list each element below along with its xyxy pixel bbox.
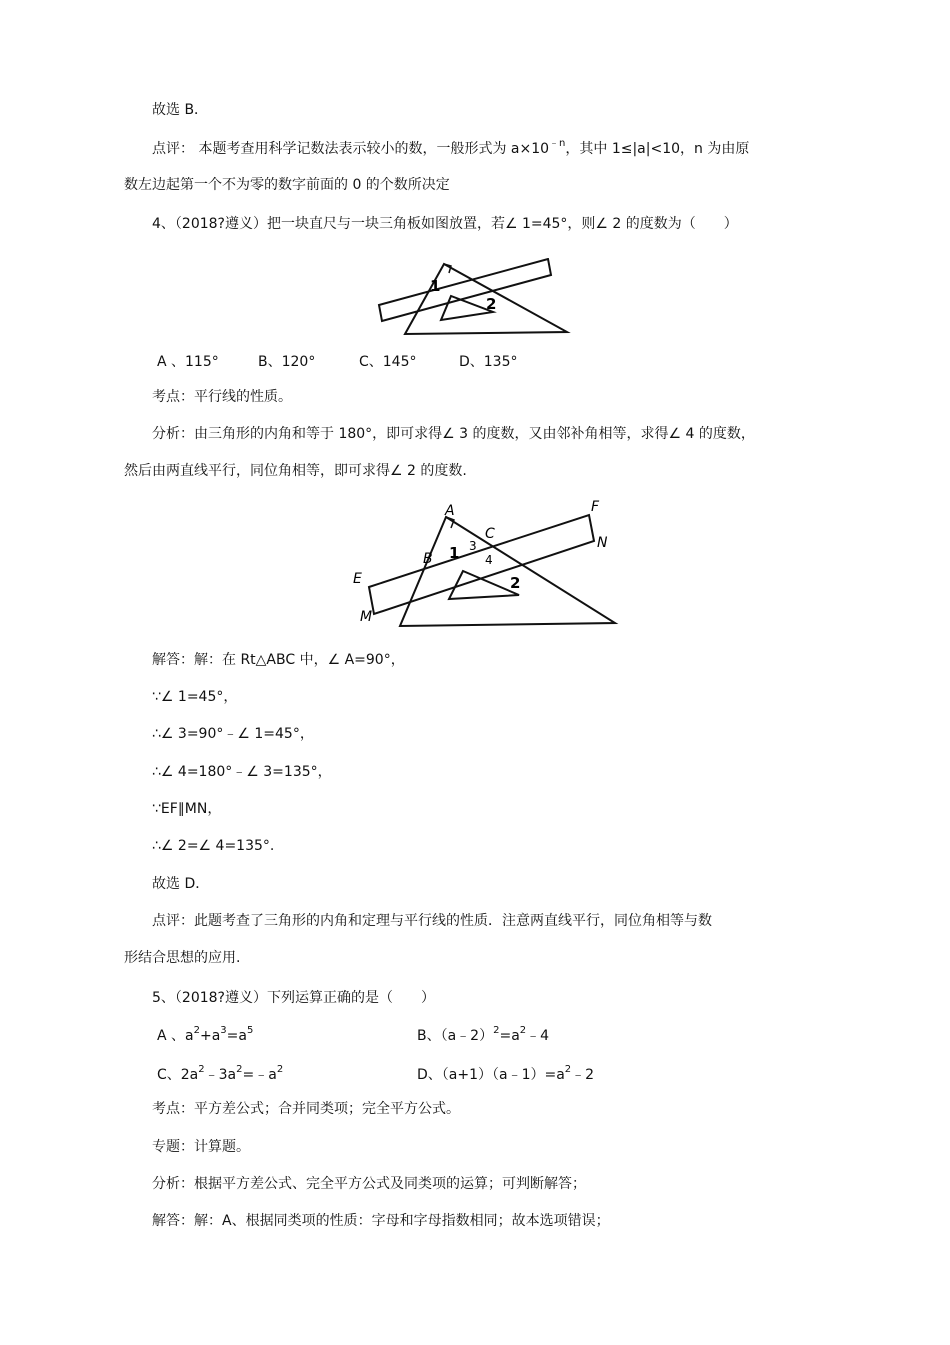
opt-c-exp-3: 2 bbox=[276, 1064, 284, 1075]
option-a: A 、115° bbox=[157, 354, 219, 370]
opt-a-part: A 、a bbox=[157, 1028, 194, 1044]
comment-label: 点评： bbox=[152, 141, 194, 157]
ruler-triangle-figure-2 bbox=[345, 495, 625, 630]
opt-a-part-3: =a bbox=[226, 1028, 247, 1044]
ruler bbox=[369, 515, 594, 614]
comment-line-q4-2: 形结合思想的应用. bbox=[124, 950, 241, 966]
angle-1-label: 1 bbox=[430, 277, 441, 295]
q5-option-d bbox=[417, 1066, 594, 1084]
question-4-stem: 4、（2018?遵义）把一块直尺与一块三角板如图放置，若∠ 1=45°，则∠ 2 的度数为（ ） bbox=[152, 216, 738, 232]
opt-d-exp-1: 2 bbox=[564, 1064, 572, 1075]
option-d: D、135° bbox=[459, 354, 518, 370]
label-A: A bbox=[445, 503, 455, 519]
solution-line-5: ∵EF∥MN， bbox=[152, 801, 222, 817]
q5-option-c bbox=[157, 1066, 283, 1084]
triangle-outline bbox=[400, 517, 615, 626]
comment-line-q4: 点评：此题考查了三角形的内角和定理与平行线的性质．注意两直线平行，同位角相等与数 bbox=[152, 913, 712, 929]
analysis-line-1: 分析：由三角形的内角和等于 180°，即可求得∠ 3 的度数，又由邻补角相等，求得∠ 4 的度数， bbox=[152, 426, 755, 442]
label-M: M bbox=[360, 609, 373, 625]
angle-2-label: 2 bbox=[486, 295, 497, 313]
comment-line bbox=[152, 140, 749, 158]
q5-option-b bbox=[417, 1027, 549, 1045]
opt-c-part-2: ﹣3a bbox=[204, 1067, 237, 1083]
opt-d-part-2: ﹣2 bbox=[571, 1067, 595, 1083]
opt-b-part-3: ﹣4 bbox=[526, 1028, 550, 1044]
q5-option-a bbox=[157, 1027, 253, 1045]
solution-line-4: ∴∠ 4=180°﹣∠ 3=135°， bbox=[152, 764, 332, 780]
option-b: B、120° bbox=[258, 354, 316, 370]
opt-c-part-3: =﹣a bbox=[242, 1067, 277, 1083]
answer-line-2: 故选 D． bbox=[152, 876, 210, 892]
solution-line-3: ∴∠ 3=90°﹣∠ 1=45°， bbox=[152, 726, 314, 742]
label-N: N bbox=[597, 535, 608, 551]
label-F: F bbox=[591, 499, 600, 515]
formula-exponent: ﹣n bbox=[549, 138, 566, 149]
angle-2-label: 2 bbox=[510, 574, 521, 592]
opt-a-exp-3: 5 bbox=[246, 1025, 254, 1036]
label-E: E bbox=[353, 571, 362, 587]
option-c: C、145° bbox=[359, 354, 417, 370]
opt-a-exp-2: 3 bbox=[220, 1025, 227, 1036]
question-5-stem: 5、（2018?遵义）下列运算正确的是（ ） bbox=[152, 990, 435, 1006]
ruler bbox=[379, 259, 551, 321]
solution-line-2: ∵∠ 1=45°， bbox=[152, 689, 238, 705]
opt-c-exp-2: 2 bbox=[236, 1064, 243, 1075]
q5-topic: 专题：计算题。 bbox=[152, 1139, 250, 1155]
opt-a-exp-1: 2 bbox=[193, 1025, 200, 1036]
angle-1-label: 1 bbox=[449, 544, 460, 562]
label-C: C bbox=[485, 526, 495, 542]
q5-solution: 解答：解：A、根据同类项的性质：字母和字母指数相同；故本选项错误； bbox=[152, 1213, 610, 1229]
comment-line-2: 数左边起第一个不为零的数字前面的 0 的个数所决定 bbox=[124, 177, 450, 193]
opt-a-part-2: +a bbox=[199, 1028, 221, 1044]
comment-text-tail: ，其中 1≤|a|<10，n 为由原 bbox=[565, 141, 750, 157]
analysis-line-2: 然后由两直线平行，同位角相等，即可求得∠ 2 的度数. bbox=[124, 463, 467, 479]
opt-b-part-2: =a bbox=[499, 1028, 520, 1044]
solution-line-6: ∴∠ 2=∠ 4=135°. bbox=[152, 838, 275, 854]
angle-4-label: 4 bbox=[485, 553, 493, 567]
opt-b-exp-2: 2 bbox=[519, 1025, 527, 1036]
answer-line: 故选 B． bbox=[152, 102, 209, 118]
solution-line-1: 解答：解：在 Rt△ABC 中，∠ A=90°， bbox=[152, 652, 405, 668]
angle-3-label: 3 bbox=[469, 539, 477, 553]
comment-text: 本题考查用科学记数法表示较小的数，一般形式为 bbox=[198, 141, 507, 157]
q5-knowledge-point: 考点：平方差公式；合并同类项；完全平方公式。 bbox=[152, 1101, 460, 1117]
label-B: B bbox=[423, 551, 433, 567]
opt-b-exp-1: 2 bbox=[493, 1025, 500, 1036]
formula-base: a×10 bbox=[510, 141, 550, 157]
q5-analysis: 分析：根据平方差公式、完全平方公式及同类项的运算；可判断解答； bbox=[152, 1176, 586, 1192]
opt-c-exp-1: 2 bbox=[198, 1064, 205, 1075]
ruler-triangle-figure-1 bbox=[375, 258, 575, 338]
opt-b-part: B、（a﹣2） bbox=[417, 1028, 494, 1044]
knowledge-point: 考点：平行线的性质。 bbox=[152, 389, 292, 405]
opt-c-part: C、2a bbox=[157, 1067, 199, 1083]
opt-d-part: D、（a+1）（a﹣1）=a bbox=[417, 1067, 565, 1083]
